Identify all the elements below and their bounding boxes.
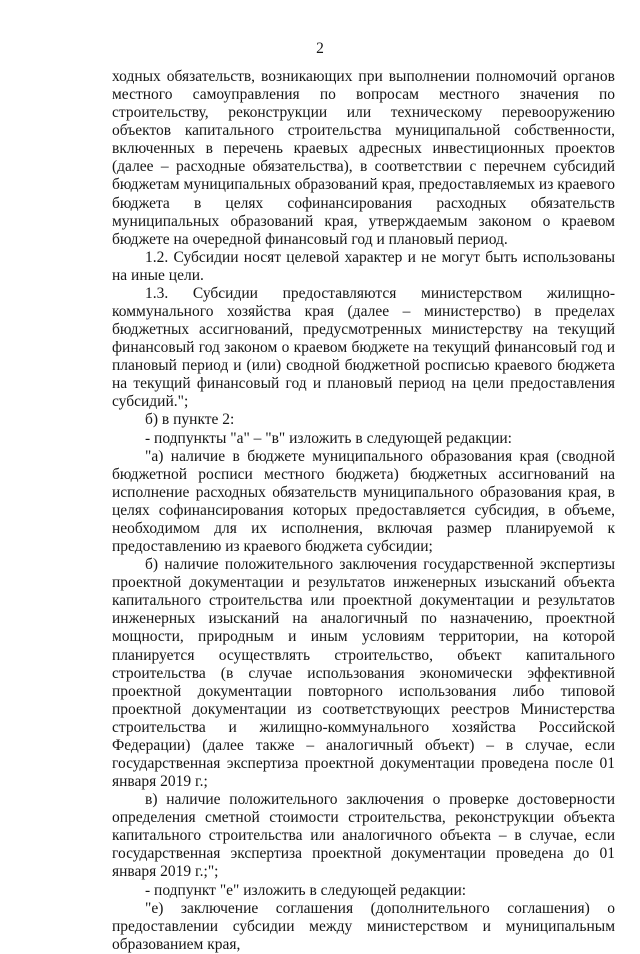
- paragraph: в) наличие положительного заключения о проверке достоверности определения сметной стоимости строительства, реконструкции объекта капитального строительства или аналогичного объекта – в случае, если государственная экспертиза проектной документации проведена до 01 января 2019 г.;";: [112, 791, 615, 881]
- paragraph: б) в пункте 2:: [145, 411, 235, 429]
- paragraph: "е) заключение соглашения (дополнительного соглашения) о предоставлении субсидии между министерством и муниципальным образованием края,: [112, 899, 615, 953]
- paragraph: - подпункт "е" изложить в следующей редакции:: [145, 881, 467, 899]
- paragraph: 1.2. Субсидии носят целевой характер и не могут быть использованы на иные цели.: [112, 248, 615, 284]
- paragraph: б) наличие положительного заключения государственной экспертизы проектной документации и результатов инженерных изысканий объекта капитального строительства или проектной документации и результатов инженерных изысканий на аналогичный по назначению, проектной мощности, природным и иным условиям территории, на которой планируется осуществлять строительство, объект капитального строительства (в случае использования экономически эффективной проектной документации повторного использования либо типовой проектной документации из соответствующих реестров Министерства строительства и жилищно-коммунального хозяйства Российской Федерации) (далее также – аналогичный объект) – в случае, если государственная экспертиза проектной документации проведена после 01 января 2019 г.;: [112, 556, 615, 791]
- paragraph: "а) наличие в бюджете муниципального образования края (сводной бюджетной росписи местного бюджета) бюджетных ассигнований на исполнение расходных обязательств муниципального образования края, в целях софинансирования которых предоставляется субсидия, в объеме, необходимом для их исполнения, включая размер планируемой к предоставлению из краевого бюджета субсидии;: [112, 447, 615, 556]
- document-body: [112, 68, 615, 954]
- page-number: 2: [316, 40, 324, 57]
- paragraph: 1.3. Субсидии предоставляются министерством жилищно-коммунального хозяйства края (далее – министерство) в пределах бюджетных ассигнований, предусмотренных министерству на текущий финансовый год законом о краевом бюджете на текущий финансовый год и плановый период и (или) сводной бюджетной росписью краевого бюджета на текущий финансовый год и плановый период на цели предоставления субсидий.";: [112, 284, 615, 411]
- paragraph: ходных обязательств, возникающих при выполнении полномочий органов местного самоуправления по вопросам местного значения по строительству, реконструкции или техническому перевооружению объектов капитального строительства муниципальной собственности, включенных в перечень краевых адресных инвестиционных проектов (далее – расходные обязательства), в соответствии с перечнем субсидий бюджетам муниципальных образований края, предоставляемых из краевого бюджета в целях софинансирования расходных обязательств муниципальных образований края, утверждаемым законом о краевом бюджете на очередной финансовый год и плановый период.: [112, 68, 615, 248]
- paragraph: - подпункты "а" – "в" изложить в следующей редакции:: [145, 429, 512, 447]
